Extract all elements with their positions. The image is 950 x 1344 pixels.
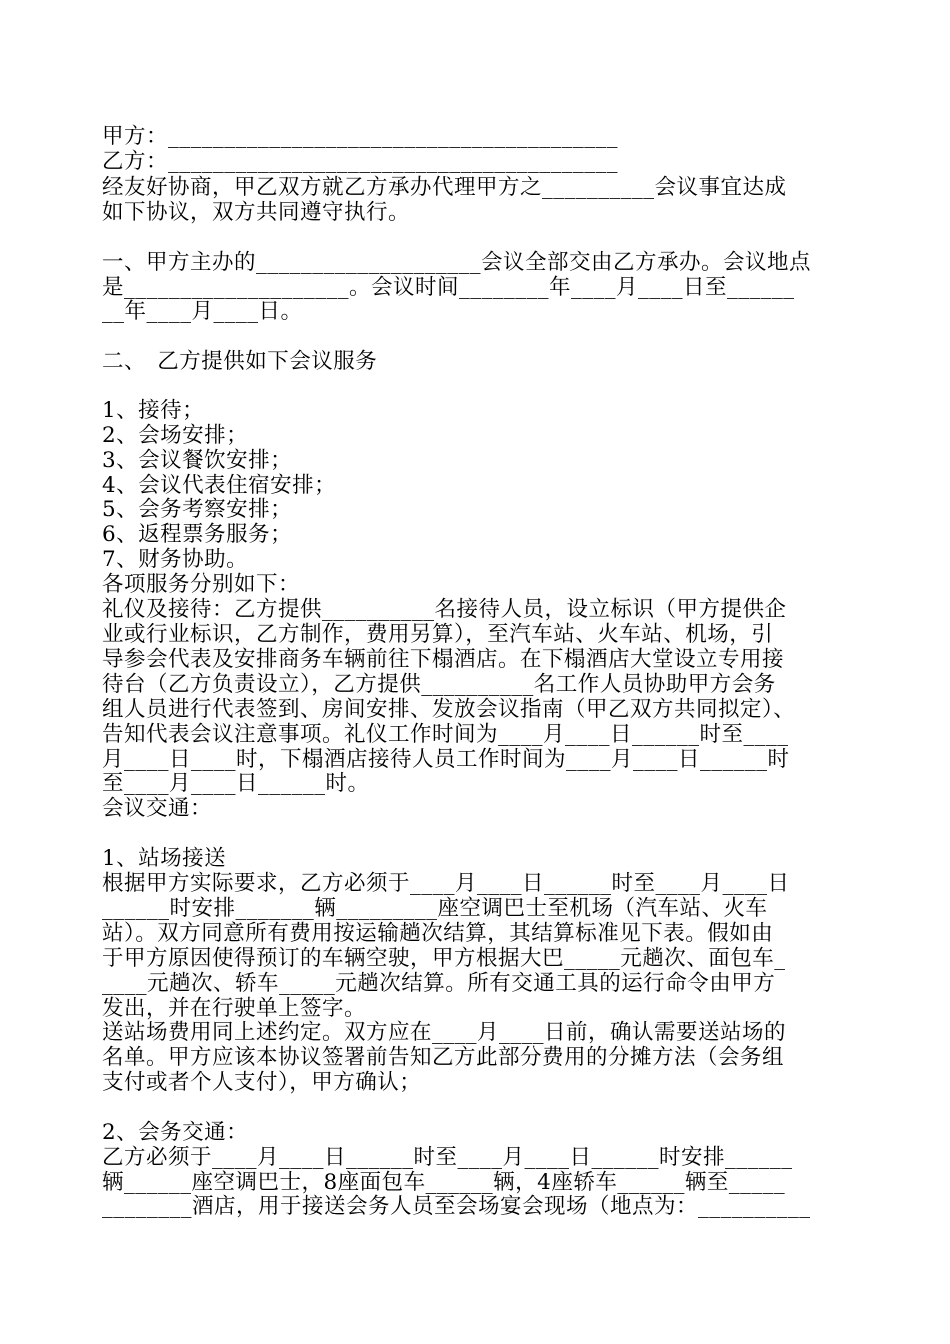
service-item-2: 2、会场安排；: [102, 423, 249, 448]
reception-line-6: 告知代表会议注意事项。礼仪工作时间为____月____日______时至____: [102, 722, 789, 747]
send-off-line-3: 支付或者个人支付），甲方确认；: [102, 1070, 422, 1095]
section-2-heading: 二、 乙方提供如下会议服务: [102, 349, 378, 374]
reception-line-4: 待台（乙方负责设立），乙方提供__________名工作人员协助甲方会务: [102, 672, 776, 697]
preamble-line-2: 如下协议，双方共同遵守执行。: [102, 200, 411, 225]
services-detail-heading: 各项服务分别如下：: [102, 572, 301, 597]
service-item-5: 5、会务考察安排；: [102, 497, 293, 522]
conference-transport-line-1: 乙方必须于____月____日______时至____月____日______时安排______: [102, 1145, 793, 1170]
station-transfer-heading: 1、站场接送: [102, 846, 227, 871]
reception-line-5: 组人员进行代表签到、房间安排、发放会议指南（甲乙双方共同拟定）、: [102, 697, 796, 722]
party-a-line: 甲方：________________________________________: [102, 124, 619, 149]
station-transfer-line-6: 发出，并在行驶单上签字。: [102, 996, 367, 1021]
service-item-4: 4、会议代表住宿安排；: [102, 473, 337, 498]
section-1-line-2: 是____________________。会议时间________年____月____日至______: [102, 275, 795, 300]
service-item-7: 7、财务协助。: [102, 547, 249, 572]
reception-line-8: 至____月____日______时。: [102, 771, 370, 796]
service-item-1: 1、接待；: [102, 398, 205, 423]
station-transfer-line-5: ____元趟次、轿车_____元趟次结算。所有交通工具的运行命令由甲方: [102, 971, 776, 996]
party-b-line: 乙方：________________________________________: [102, 149, 619, 174]
reception-line-1: 礼仪及接待：乙方提供__________名接待人员，设立标识（甲方提供企: [102, 597, 787, 622]
service-item-6: 6、返程票务服务；: [102, 522, 293, 547]
station-transfer-line-4: 于甲方原因使得预订的车辆空驶，甲方根据大巴_____元趟次、面包车_: [102, 946, 786, 971]
send-off-line-2: 名单。甲方应该本协议签署前告知乙方此部分费用的分摊方法（会务组: [102, 1045, 785, 1070]
conference-transport-line-2: 辆______座空调巴士，8座面包车______辆，4座轿车______辆至_____: [102, 1170, 786, 1195]
service-item-3: 3、会议餐饮安排；: [102, 448, 293, 473]
conference-transport-heading: 2、会务交通：: [102, 1120, 249, 1145]
reception-line-7: 月____日____时，下榻酒店接待人员工作时间为____月____日______时: [102, 747, 790, 772]
reception-line-3: 导参会代表及安排商务车辆前往下榻酒店。在下榻酒店大堂设立专用接: [102, 647, 785, 672]
station-transfer-line-1: 根据甲方实际要求，乙方必须于____月____日______时至____月____日: [102, 871, 790, 896]
send-off-line-1: 送站场费用同上述约定。双方应在____月____日前，确认需要送站场的: [102, 1020, 787, 1045]
station-transfer-line-2: ______时安排_______辆_________座空调巴士至机场（汽车站、火车: [102, 896, 768, 921]
preamble-line-1: 经友好协商，甲乙双方就乙方承办代理甲方之__________会议事宜达成: [102, 175, 787, 200]
section-1-line-3: __年____月____日。: [102, 299, 303, 324]
conference-transport-line-3: ________酒店，用于接送会务人员至会场宴会现场（地点为：__________: [102, 1194, 811, 1219]
transport-heading: 会议交通：: [102, 796, 213, 821]
section-1-line-1: 一、甲方主办的____________________会议全部交由乙方承办。会议地点: [102, 250, 812, 275]
reception-line-2: 业或行业标识，乙方制作，费用另算），至汽车站、火车站、机场，引: [102, 622, 774, 647]
station-transfer-line-3: 站）。双方同意所有费用按运输趟次结算，其结算标准见下表。假如由: [102, 921, 774, 946]
